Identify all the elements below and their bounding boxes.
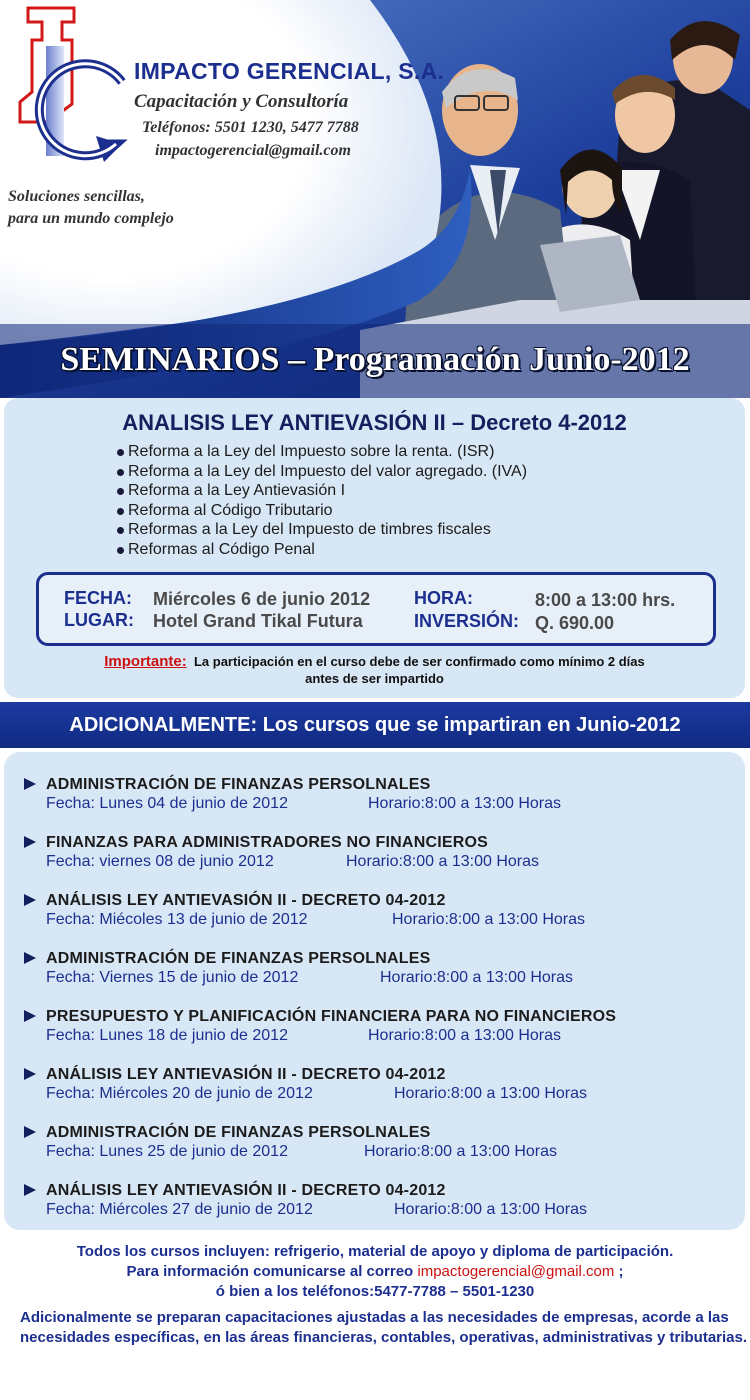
- course-time: Horario:8:00 a 13:00 Horas: [364, 1143, 557, 1160]
- hora-value: 8:00 a 13:00 hrs.: [535, 590, 676, 610]
- company-email[interactable]: impactogerencial@gmail.com: [155, 142, 351, 159]
- course-date: Fecha: Lunes 18 de junio de 2012: [46, 1027, 288, 1044]
- arrow-right-icon: [24, 1184, 36, 1196]
- footer-line-1: Todos los cursos incluyen: refrigerio, material de apoyo y diploma de participación.: [76, 1243, 674, 1260]
- course-time: Horario:8:00 a 13:00 Horas: [394, 1201, 587, 1218]
- footer-line-2: [0, 1262, 750, 1282]
- course-title: FINANZAS PARA ADMINISTRADORES NO FINANCIEROS: [46, 834, 488, 851]
- additional-text: Los cursos que se impartiran en Junio-2012: [262, 714, 681, 736]
- topic-item: [128, 501, 527, 521]
- course-title: PRESUPUESTO Y PLANIFICACIÓN FINANCIERA PARA NO FINANCIEROS: [46, 1008, 617, 1025]
- important-note: [4, 653, 745, 687]
- topic-text: Reforma a la Ley del Impuesto sobre la renta. (ISR): [128, 443, 495, 460]
- bullet-icon: [117, 488, 124, 495]
- important-text-1: La participación en el curso debe de ser confirmado como mínimo 2 días: [193, 654, 645, 669]
- course-title: ANÁLISIS LEY ANTIEVASIÓN II - DECRETO 04-2012: [46, 892, 446, 909]
- lugar-label: LUGAR:: [64, 610, 134, 630]
- footer-line-3: ó bien a los teléfonos:5477-7788 – 5501-1230: [215, 1283, 535, 1300]
- arrow-right-icon: [24, 1068, 36, 1080]
- course-date: Fecha: Miércoles 27 de junio de 2012: [46, 1201, 313, 1218]
- seminar-panel: [4, 398, 745, 698]
- bullet-icon: [117, 508, 124, 515]
- topic-item: [128, 481, 527, 501]
- important-text-2: antes de ser impartido: [305, 671, 444, 686]
- topic-item: [128, 462, 527, 482]
- topic-text: Reforma a la Ley del Impuesto del valor agregado. (IVA): [128, 462, 528, 480]
- topic-item: [128, 540, 527, 560]
- fecha-label: FECHA:: [64, 588, 132, 608]
- banner-title: SEMINARIOS – Programación Junio-2012: [60, 341, 690, 378]
- important-label: Importante:: [104, 653, 187, 670]
- company-phones: Teléfonos: 5501 1230, 5477 7788: [142, 119, 359, 136]
- company-name: IMPACTO GERENCIAL, S.A.: [134, 58, 445, 84]
- arrow-right-icon: [24, 894, 36, 906]
- topic-item: [128, 520, 527, 540]
- arrow-right-icon: [24, 1126, 36, 1138]
- bullet-icon: [117, 527, 124, 534]
- additional-label: ADICIONALMENTE:: [69, 714, 258, 736]
- course-title: ADMINISTRACIÓN DE FINANZAS PERSOLNALES: [46, 950, 431, 967]
- course-date: Fecha: Miércoles 20 de junio de 2012: [46, 1085, 313, 1102]
- slogan: [8, 186, 174, 230]
- arrow-right-icon: [24, 1010, 36, 1022]
- course-title: ADMINISTRACIÓN DE FINANZAS PERSOLNALES: [46, 776, 431, 793]
- arrow-right-icon: [24, 778, 36, 790]
- topic-text: Reforma a la Ley Antievasión I: [128, 482, 346, 500]
- course-time: Horario:8:00 a 13:00 Horas: [368, 1027, 561, 1044]
- topic-item: [128, 442, 527, 462]
- course-date: Fecha: Viernes 15 de junio de 2012: [46, 969, 299, 986]
- topic-list: [128, 442, 527, 560]
- logo-icon: [4, 4, 134, 184]
- course-title: ANÁLISIS LEY ANTIEVASIÓN II - DECRETO 04-2012: [46, 1066, 446, 1083]
- lugar-value: Hotel Grand Tikal Futura: [153, 611, 363, 631]
- course-time: Horario:8:00 a 13:00 Horas: [346, 853, 539, 870]
- inversion-value: Q. 690.00: [535, 613, 615, 633]
- bullet-icon: [117, 547, 124, 554]
- additional-bar: [0, 702, 750, 748]
- inversion-label: INVERSIÓN:: [414, 611, 520, 631]
- course-time: Horario:8:00 a 13:00 Horas: [380, 969, 573, 986]
- seminar-title: ANALISIS LEY ANTIEVASIÓN II – Decreto 4-2012: [122, 410, 627, 435]
- fecha-value: Miércoles 6 de junio 2012: [153, 589, 371, 609]
- footer-email-link[interactable]: impactogerencial@gmail.com: [417, 1263, 615, 1280]
- footer-paragraph: Adicionalmente se preparan capacitaciones ajustadas a las necesidades de empresas, acorde a las necesidades específicas, en las áreas financieras, contables, operativas, administrativas y tributarias.: [20, 1309, 748, 1346]
- course-time: Horario:8:00 a 13:00 Horas: [394, 1085, 587, 1102]
- courses-panel: [4, 752, 745, 1230]
- course-title: ADMINISTRACIÓN DE FINANZAS PERSOLNALES: [46, 1124, 431, 1141]
- header: [0, 0, 750, 398]
- footer-line-2-suffix: ;: [618, 1263, 624, 1280]
- footer-line-2-prefix: Para información comunicarse al correo: [126, 1263, 414, 1280]
- arrow-right-icon: [24, 836, 36, 848]
- slogan-line-1: Soluciones sencillas,: [8, 188, 145, 205]
- course-time: Horario:8:00 a 13:00 Horas: [368, 795, 561, 812]
- course-title: ANÁLISIS LEY ANTIEVASIÓN II - DECRETO 04-2012: [46, 1182, 446, 1199]
- course-date: Fecha: Lunes 25 de junio de 2012: [46, 1143, 288, 1160]
- slogan-line-2: para un mundo complejo: [8, 210, 174, 227]
- bullet-icon: [117, 449, 124, 456]
- topic-text: Reformas a la Ley del Impuesto de timbres fiscales: [128, 521, 491, 539]
- topic-text: Reforma al Código Tributario: [128, 501, 333, 519]
- topic-text: Reformas al Código Penal: [128, 540, 315, 558]
- course-date: Fecha: Lunes 04 de junio de 2012: [46, 795, 288, 812]
- arrow-right-icon: [24, 952, 36, 964]
- hora-label: HORA:: [414, 588, 473, 608]
- event-info-box: [36, 572, 716, 646]
- course-date: Fecha: Miécoles 13 de junio de 2012: [46, 911, 308, 928]
- course-date: Fecha: viernes 08 de junio 2012: [46, 853, 274, 870]
- bullet-icon: [117, 469, 124, 476]
- footer-info: [0, 1242, 750, 1302]
- course-time: Horario:8:00 a 13:00 Horas: [392, 911, 585, 928]
- company-subtitle: Capacitación y Consultoría: [134, 91, 349, 112]
